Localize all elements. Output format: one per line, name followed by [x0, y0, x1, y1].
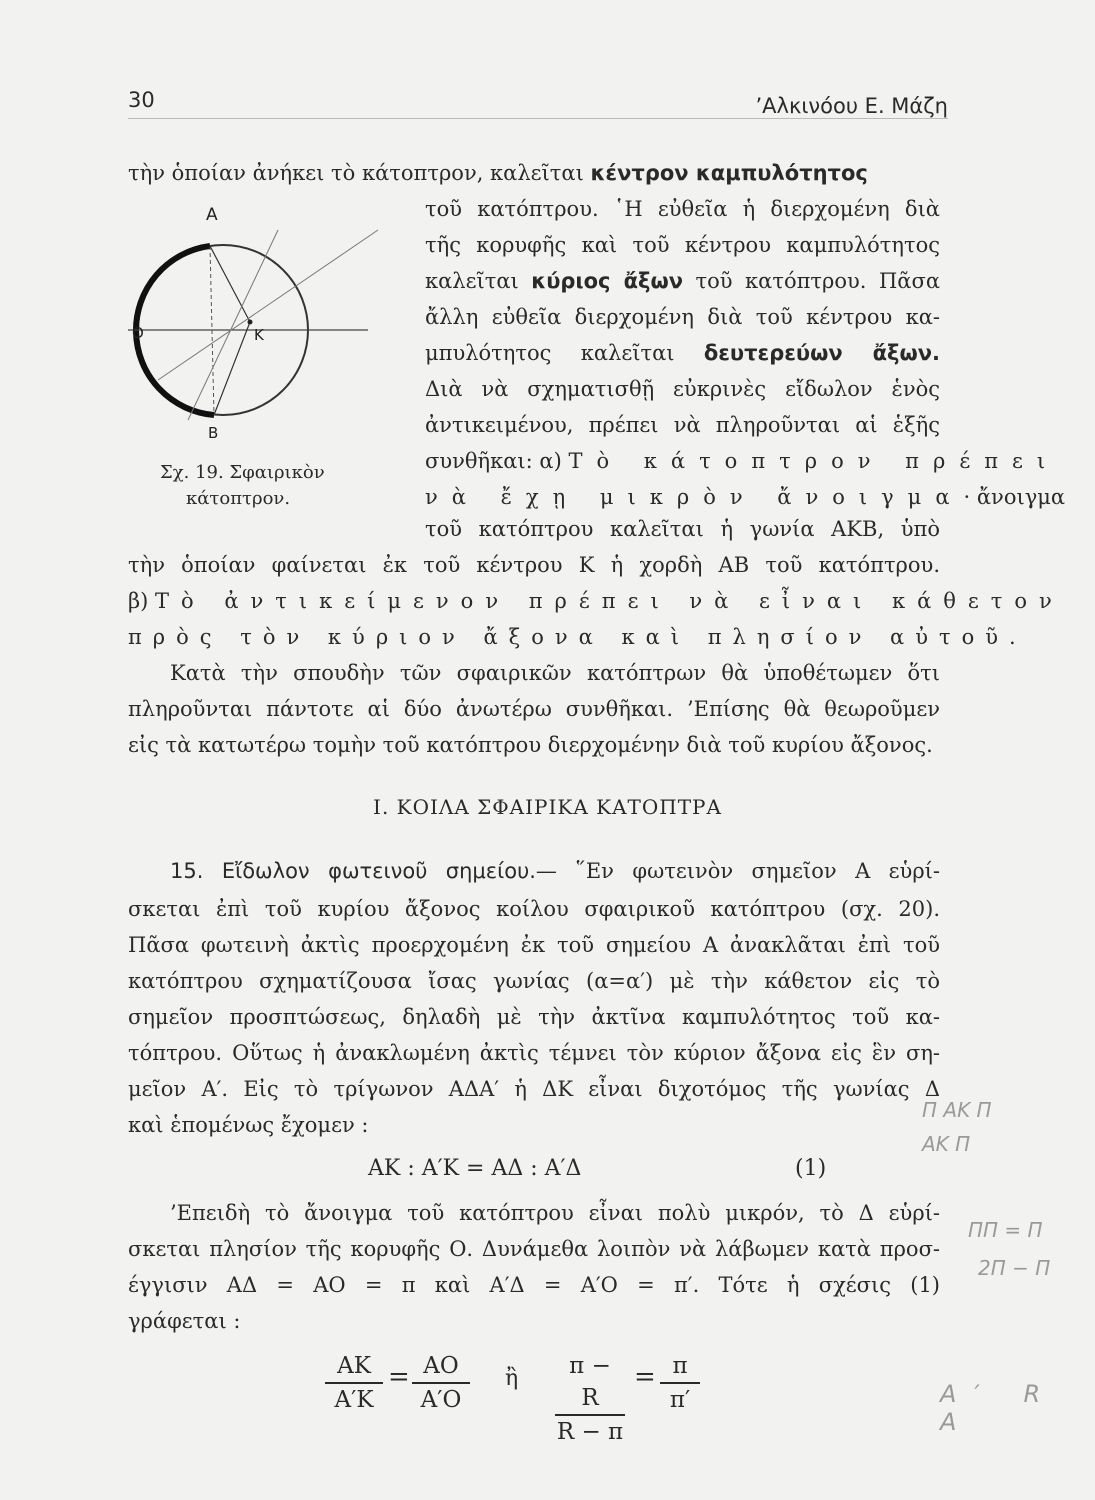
- page-number: 30: [128, 88, 155, 112]
- radius-AK: [210, 246, 250, 322]
- label-K: K: [254, 326, 264, 344]
- par15-line-3: Πᾶσα φωτεινὴ ἀκτὶς προερχομένη ἐκ τοῦ σημείου Α ἀνακλᾶται ἐπὶ τοῦ: [128, 933, 940, 957]
- term-principal-axis: κύριος ἄξων: [531, 269, 684, 293]
- intro-line-12: τὴν ὁποίαν φαίνεται ἐκ τοῦ κέντρου Κ ἡ χορδὴ ΑΒ τοῦ κατόπτρου.: [128, 553, 940, 577]
- margin-note-4: 2Π − Π: [978, 1256, 1051, 1280]
- intro-line-3: τῆς κορυφῆς καὶ τοῦ κέντρου καμπυλότητος: [425, 233, 940, 257]
- fraction-AO-over-A1O: $\frac{AO}{A'O}$: [412, 1350, 470, 1416]
- par15-line-10: σκεται πλησίον τῆς κορυφῆς Ο. Δυνάμεθα λοιπὸν νὰ λάβωμεν κατὰ προσ-: [128, 1237, 940, 1261]
- fraction-AK-over-A1K: $\frac{AK}{A'K}$: [325, 1350, 383, 1416]
- fraction-pi-minus-R: $\frac{\pi - R}{R - \pi}$: [555, 1350, 625, 1448]
- center-K: [248, 320, 253, 325]
- radius-BK: [214, 322, 250, 415]
- label-O: O: [132, 324, 144, 342]
- label-B: B: [208, 424, 219, 440]
- spherical-mirror-figure: [128, 190, 388, 440]
- intro-line-1: τὴν ὁποίαν ἀνήκει τὸ κάτοπτρον, καλεῖται κέντρον καμπυλότητος: [128, 161, 868, 185]
- intro-line-8: ἀντικειμένου, πρέπει νὰ πληροῦνται αἱ ἑξῆς: [425, 413, 940, 437]
- intro-line-15: Κατὰ τὴν σπουδὴν τῶν σφαιρικῶν κατόπτρων θὰ ὑποθέτωμεν ὅτι: [170, 661, 940, 685]
- par15-line-8: καὶ ἑπομένως ἔχομεν :: [128, 1113, 369, 1137]
- intro-line-13: β) Τὸ ἀντικείμενον πρέπει νὰ εἶναι κάθετον: [128, 589, 1064, 613]
- equals-sign-2: =: [634, 1362, 656, 1392]
- secondary-axis-2: [188, 230, 278, 420]
- equation-1-number: (1): [795, 1156, 827, 1181]
- par15-line-9: ’Επειδὴ τὸ ἄνοιγμα τοῦ κατόπτρου εἶναι πολὺ μικρόν, τὸ Δ εὑρί-: [170, 1201, 940, 1225]
- or-word: ἢ: [505, 1366, 519, 1391]
- label-A: A: [206, 205, 218, 225]
- intro-line-11: τοῦ κατόπτρου καλεῖται ἡ γωνία ΑΚΒ, ὑπὸ: [425, 517, 940, 541]
- fraction-pi-over-pi1: $\frac{\pi}{\pi'}$: [660, 1350, 700, 1416]
- intro-line-2: τοῦ κατόπτρου. ῾Η εὐθεῖα ἡ διερχομένη διὰ: [425, 197, 940, 221]
- intro-line-17: εἰς τὰ κατωτέρω τομὴν τοῦ κατόπτρου διερχομένην διὰ τοῦ κυρίου ἄξονος.: [128, 733, 933, 757]
- term-center-of-curvature: κέντρον καμπυλότητος: [590, 161, 868, 185]
- figure-caption-2: κάτοπτρον.: [186, 488, 291, 509]
- intro-line-9: συνθῆκαι: α) Τὸ κάτοπτρον πρέπει: [425, 449, 1060, 473]
- page-header: [128, 88, 948, 119]
- intro-line-16: πληροῦνται πάντοτε αἱ δύο ἀνωτέρω συνθῆκαι. ’Επίσης θὰ θεωροῦμεν: [128, 697, 940, 721]
- equals-sign-1: =: [388, 1362, 410, 1392]
- intro-line-14: πρὸς τὸν κύριον ἄξονα καὶ πλησίον αὐτοῦ.: [128, 625, 1027, 649]
- intro-line-5: ἄλλη εὐθεῖα διερχομένη διὰ τοῦ κέντρου κα-: [425, 305, 940, 329]
- term-secondary-axis: δευτερεύων ἄξων.: [703, 341, 940, 365]
- section-title: I. ΚΟΙΛΑ ΣΦΑΙΡΙΚΑ ΚΑΤΟΠΤΡΑ: [373, 795, 722, 819]
- par15-line-2: σκεται ἐπὶ τοῦ κυρίου ἄξονος κοίλου σφαιρικοῦ κατόπτρου (σχ. 20).: [128, 897, 940, 921]
- intro-line-10: νὰ ἔχῃ μικρὸν ἄνοιγμα· ἄνοιγμα: [425, 485, 1066, 509]
- equation-1: ΑΚ : Α′Κ = ΑΔ : Α′Δ: [368, 1156, 582, 1181]
- intro-line-6: μπυλότητος καλεῖται δευτερεύων ἄξων.: [425, 341, 940, 365]
- par15-line-1: 15. Εἴδωλον φωτεινοῦ σημείου.— ῞Εν φωτεινὸν σημεῖον Α εὑρί-: [170, 859, 940, 883]
- intro-line-7: Διὰ νὰ σχηματισθῇ εὐκρινὲς εἴδωλον ἑνὸς: [425, 377, 940, 401]
- par15-line-7: μεῖον Α′. Εἰς τὸ τρίγωνον ΑΔΑ′ ἡ ΔΚ εἶναι διχοτόμος τῆς γωνίας Δ: [128, 1077, 940, 1101]
- margin-note-1: Π ΑΚ Π: [922, 1098, 992, 1122]
- margin-note-2: ΑΚ Π: [922, 1132, 971, 1156]
- par15-line-12: γράφεται :: [128, 1309, 241, 1333]
- intro-line-4: καλεῖται κύριος ἄξων τοῦ κατόπτρου. Πᾶσα: [425, 269, 940, 293]
- margin-note-3: ΠΠ = Π: [968, 1218, 1043, 1242]
- subsection-heading: 15. Εἴδωλον φωτεινοῦ σημείου.: [170, 859, 536, 883]
- running-title: ’Αλκινόου Ε. Μάζη: [755, 94, 948, 118]
- margin-note-5: A′ R A: [940, 1380, 1059, 1436]
- figure-caption-1: Σχ. 19. Σφαιρικὸν: [160, 462, 325, 483]
- par15-line-5: σημεῖον προσπτώσεως, δηλαδὴ μὲ τὴν ἀκτῖνα καμπυλότητος τοῦ κα-: [128, 1005, 940, 1029]
- par15-line-6: τόπτρου. Οὕτως ἡ ἀνακλωμένη ἀκτὶς τέμνει τὸν κύριον ἄξονα εἰς ἓν ση-: [128, 1041, 940, 1065]
- par15-line-4: κατόπτρου σχηματίζουσα ἴσας γωνίας (α=α′) μὲ τὴν κάθετον εἰς τὸ: [128, 969, 940, 993]
- par15-line-11: έγγισιν ΑΔ = ΑΟ = π καὶ Α′Δ = Α′Ο = π′. Τότε ἡ σχέσις (1): [128, 1273, 940, 1297]
